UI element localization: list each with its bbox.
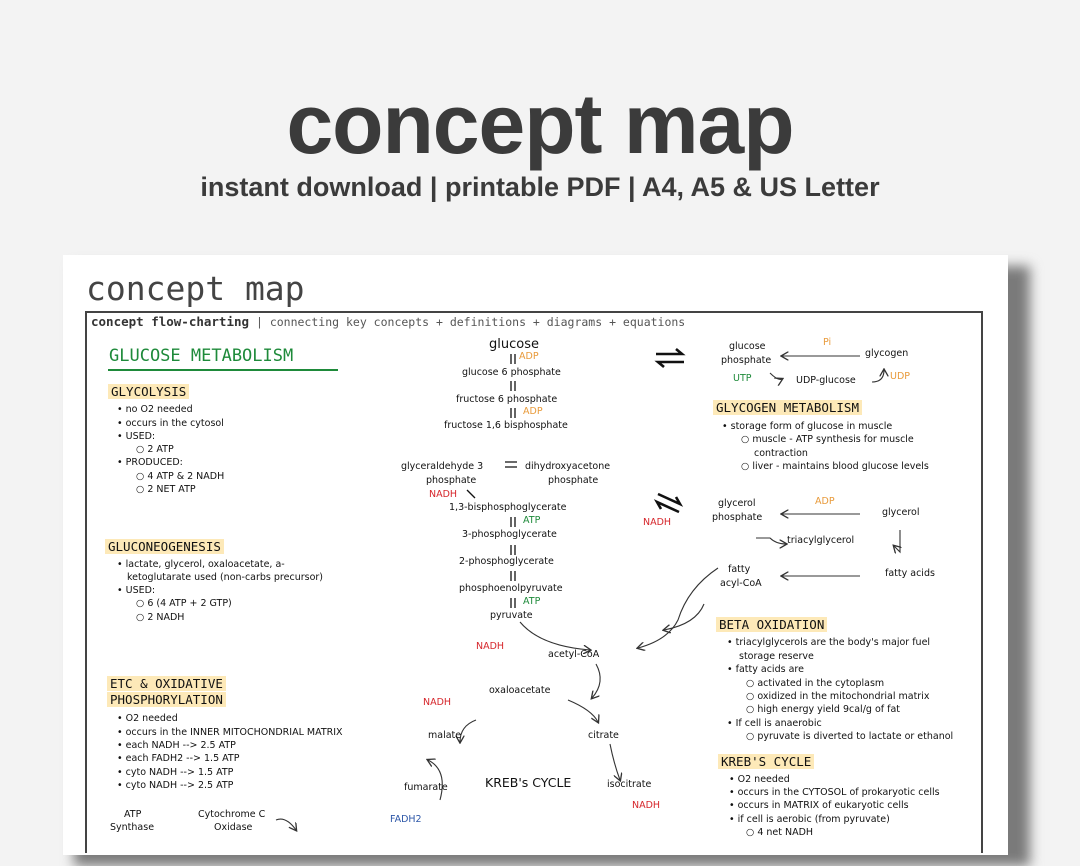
pg3-node: 3-phosphoglycerate <box>462 529 557 540</box>
nadh-label: NADH <box>423 697 452 708</box>
etc-item: • cyto NADH --> 1.5 ATP <box>117 767 234 778</box>
krebs-item: • occurs in the CYTOSOL of prokaryotic cells <box>729 787 940 798</box>
glycogen-metabolism-title: GLYCOGEN METABOLISM <box>713 402 862 415</box>
etc-title-line1: ETC & OXIDATIVE <box>107 678 226 691</box>
gluconeogenesis-item: ketoglutarate used (non-carbs precursor) <box>127 572 323 583</box>
glycerol-node: glycerol <box>882 507 920 518</box>
udp-glucose-node: UDP-glucose <box>796 375 856 386</box>
glycolysis-item: ○ 4 ATP & 2 NADH <box>136 471 225 482</box>
citrate-node: citrate <box>588 730 619 741</box>
beta-item: • fatty acids are <box>727 664 804 675</box>
dhap-node: phosphate <box>548 475 599 486</box>
glycolysis-item: ○ 2 ATP <box>136 444 174 455</box>
g6p-node: glucose 6 phosphate <box>462 367 561 378</box>
fatty-acids-node: fatty acids <box>885 568 935 579</box>
glycogen-node: glycogen <box>865 348 909 359</box>
gluconeogenesis-item: ○ 2 NADH <box>136 612 185 623</box>
utp-label: UTP <box>733 373 752 384</box>
krebs-item: ○ 4 net NADH <box>746 827 814 838</box>
glycolysis-item: • PRODUCED: <box>117 457 183 468</box>
f16bp-node: fructose 1,6 bisphosphate <box>444 420 568 431</box>
glucose-node: glucose <box>489 337 539 352</box>
glucose-phosphate-node: glucose <box>729 341 766 352</box>
triacylglycerol-node: triacylglycerol <box>787 535 855 546</box>
gluconeogenesis-item: • USED: <box>117 585 156 596</box>
pep-node: phosphoenolpyruvate <box>459 583 563 594</box>
glycolysis-item: ○ 2 NET ATP <box>136 484 196 495</box>
etc-item: • occurs in the INNER MITOCHONDRIAL MATRIX <box>117 727 343 738</box>
glucose-phosphate-node: phosphate <box>721 355 772 366</box>
glycolysis-title: GLYCOLYSIS <box>108 386 189 399</box>
fumarate-node: fumarate <box>404 782 448 793</box>
glycerol-phosphate-node: phosphate <box>712 512 763 523</box>
glucose-metabolism-title: GLUCOSE METABOLISM <box>109 346 294 366</box>
adp-label: ADP <box>523 406 543 417</box>
fatty-acyl-coa-node: fatty <box>728 564 751 575</box>
nadh-label: NADH <box>632 800 661 811</box>
acetyl-coa-node: acetyl-CoA <box>548 649 600 660</box>
cytochrome-c-label: Cytochrome C <box>198 809 266 820</box>
beta-item: ○ activated in the cytoplasm <box>746 678 885 689</box>
f6p-node: fructose 6 phosphate <box>456 394 558 405</box>
sheet-title: concept map <box>86 269 305 308</box>
isocitrate-node: isocitrate <box>607 779 652 790</box>
beta-oxidation-title: BETA OXIDATION <box>716 619 827 632</box>
etc-item: • each NADH --> 2.5 ATP <box>117 740 236 751</box>
atp-synthase-label: Synthase <box>110 822 155 833</box>
glycolysis-item: • USED: <box>117 431 156 442</box>
g3p-node: glyceraldehyde 3 <box>401 461 484 472</box>
beta-item: • triacylglycerols are the body's major fuel <box>727 637 931 648</box>
beta-item: ○ oxidized in the mitochondrial matrix <box>746 691 930 702</box>
glucose-metabolism-underline <box>108 369 338 371</box>
glycogen-item: contraction <box>754 448 808 459</box>
glycogen-item: ○ liver - maintains blood glucose levels <box>741 461 929 472</box>
gluconeogenesis-item: ○ 6 (4 ATP + 2 GTP) <box>136 598 232 609</box>
fadh2-label: FADH2 <box>390 814 422 825</box>
atp-label: ATP <box>523 596 541 607</box>
beta-item: • If cell is anaerobic <box>727 718 822 729</box>
etc-item: • O2 needed <box>117 713 178 724</box>
glycerol-phosphate-node: glycerol <box>718 498 756 509</box>
bpg-node: 1,3-bisphosphoglycerate <box>449 502 567 513</box>
gluconeogenesis-item: • lactate, glycerol, oxaloacetate, a- <box>117 559 285 570</box>
beta-item: storage reserve <box>739 651 814 662</box>
nadh-label: NADH <box>643 517 672 528</box>
oxaloacetate-node: oxaloacetate <box>489 685 551 696</box>
pi-label: Pi <box>823 337 832 348</box>
etc-item: • each FADH2 --> 1.5 ATP <box>117 753 240 764</box>
glycolysis-item: • occurs in the cytosol <box>117 418 224 429</box>
atp-synthase-label: ATP <box>124 809 142 820</box>
udp-label: UDP <box>890 371 910 382</box>
hero-title: concept map <box>286 77 794 171</box>
g3p-node: phosphate <box>426 475 477 486</box>
etc-title-line2: PHOSPHORYLATION <box>107 694 226 707</box>
nadh-label: NADH <box>476 641 505 652</box>
krebs-item: • occurs in MATRIX of eukaryotic cells <box>729 800 909 811</box>
nadh-label: NADH <box>429 489 458 500</box>
fatty-acyl-coa-node: acyl-CoA <box>720 578 762 589</box>
glycogen-item: • storage form of glucose in muscle <box>722 421 893 432</box>
beta-item: ○ high energy yield 9cal/g of fat <box>746 704 901 715</box>
atp-label: ATP <box>523 515 541 526</box>
pg2-node: 2-phosphoglycerate <box>459 556 554 567</box>
gluconeogenesis-title: GLUCONEOGENESIS <box>105 541 224 554</box>
krebs-item: • if cell is aerobic (from pyruvate) <box>729 814 890 825</box>
krebs-cycle-title: KREB'S CYCLE <box>718 756 814 769</box>
adp-label: ADP <box>815 496 835 507</box>
sheet-header: concept flow-charting | connecting key concepts + definitions + diagrams + equations <box>91 314 686 329</box>
hero-subtitle: instant download | printable PDF | A4, A5 & US Letter <box>200 172 880 202</box>
etc-item: • cyto NADH --> 2.5 ATP <box>117 780 234 791</box>
adp-label: ADP <box>519 351 539 362</box>
dhap-node: dihydroxyacetone <box>525 461 611 472</box>
kreb-cycle-label: KREB's CYCLE <box>485 775 572 790</box>
cytochrome-c-label: Oxidase <box>214 822 253 833</box>
glycogen-item: ○ muscle - ATP synthesis for muscle <box>741 434 914 445</box>
glycolysis-item: • no O2 needed <box>117 404 193 415</box>
pyruvate-node: pyruvate <box>490 610 533 621</box>
malate-node: malate <box>428 730 462 741</box>
krebs-item: • O2 needed <box>729 774 790 785</box>
beta-item: ○ pyruvate is diverted to lactate or ethanol <box>746 731 954 742</box>
